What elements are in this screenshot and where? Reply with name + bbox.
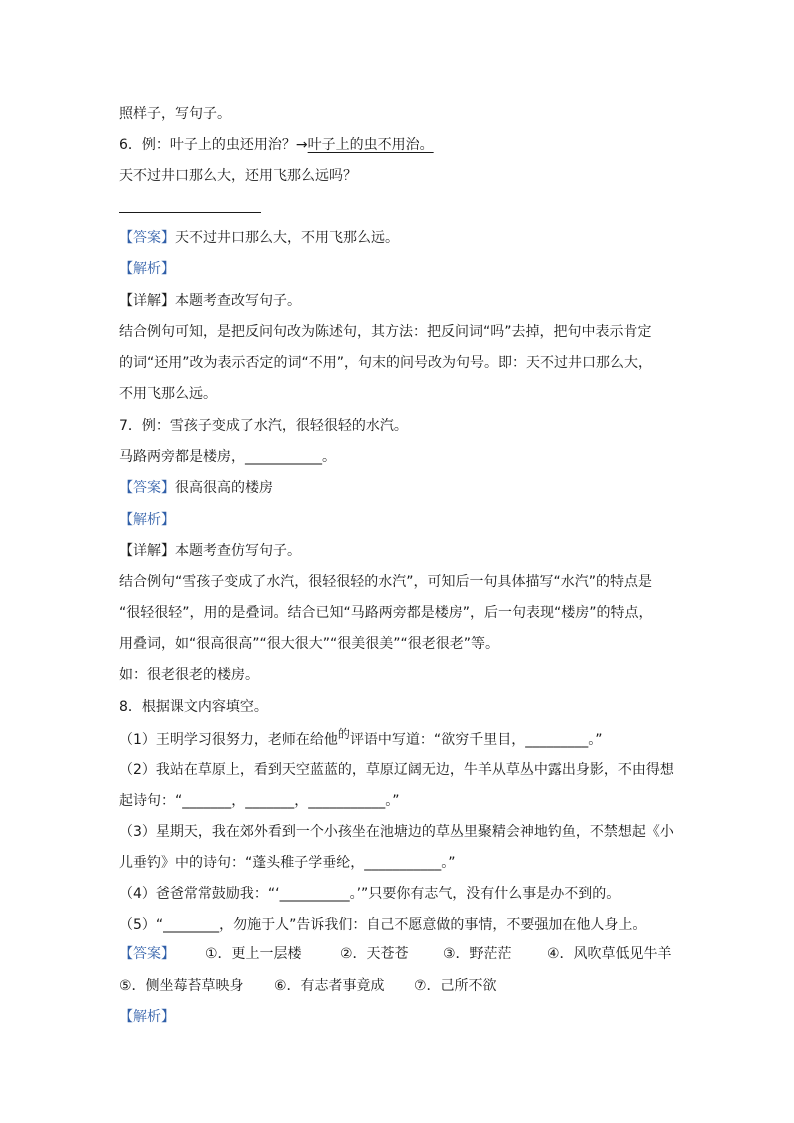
answer-text: 很高很高的楼房 [175, 480, 273, 496]
text-line: 不用飞那么远。 [119, 386, 217, 402]
detail-row [119, 291, 301, 311]
question-7: 7．例：雪孩子变成了水汽，很轻很轻的水汽。 [119, 418, 408, 434]
answer-item: ②．天苍苍 [340, 946, 409, 962]
sub-question-1 [119, 727, 603, 750]
answer-item: ③．野茫茫 [443, 946, 512, 962]
text-line: 马路两旁都是楼房，___________。 [119, 449, 336, 465]
question-6-prompt: 6．例：叶子上的虫还用治？→ [119, 137, 308, 153]
text-line: 照样子，写句子。 [119, 106, 231, 122]
detail-text: 本题考查仿写句子。 [175, 543, 301, 559]
analysis-label: 【解析】 [119, 512, 175, 528]
detail-row [119, 541, 301, 561]
text-line: 结合例句“雪孩子变成了水汽，很轻很轻的水汽”，可知后一句具体描写“水汽”的特点是 [119, 574, 653, 590]
detail-label: 【详解】 [119, 543, 175, 559]
text-line: 结合例句可知，是把反问句改为陈述句，其方法：把反问词“吗”去掉，把句中表示肯定 [119, 324, 652, 340]
superscript-text: 的 [337, 727, 350, 741]
sub-question-4: （4）爸爸常常鼓励我：“‘__________。’”只要你有志气，没有什么事是办不到的。 [119, 886, 621, 902]
text-line: 起诗句：“_______，_______，___________。” [119, 793, 400, 809]
analysis-label: 【解析】 [119, 261, 175, 277]
answer-item: ①．更上一层楼 [205, 946, 302, 962]
answer-text: 天不过井口那么大，不用飞那么远。 [175, 230, 399, 246]
answer-item: ⑦．己所不欲 [414, 978, 497, 994]
text-line: 的词“还用”改为表示否定的词“不用”，句末的问号改为句号。即：天不过井口那么大， [119, 355, 653, 371]
answer-item: ④．风吹草低见牛羊 [547, 946, 672, 962]
answer-row [119, 478, 273, 498]
text-line: 如：很老很老的楼房。 [119, 667, 259, 683]
text-part: 评语中写道：“欲穷千里目，_________。” [349, 732, 603, 748]
question-6 [119, 135, 434, 155]
text-line: 儿垂钓》中的诗句：“蓬头稚子学垂纶，___________。” [119, 855, 456, 871]
answer-label: 【答案】 [119, 946, 175, 962]
detail-text: 本题考查改写句子。 [175, 293, 301, 309]
answer-item: ⑥．有志者事竟成 [274, 978, 385, 994]
sub-question-3: （3）星期天，我在郊外看到一个小孩坐在池塘边的草丛里聚精会神地钓鱼，不禁想起《小 [119, 824, 674, 840]
analysis-label: 【解析】 [119, 1009, 175, 1025]
answer-label: 【答案】 [119, 230, 175, 246]
sub-question-5: （5）“________，勿施于人”告诉我们：自己不愿意做的事情，不要强加在他人身上。 [119, 917, 647, 933]
question-8: 8．根据课文内容填空。 [119, 699, 268, 715]
question-6-example-answer: 叶子上的虫不用治。 [307, 137, 434, 153]
answer-label: 【答案】 [119, 480, 175, 496]
text-line: 天不过井口那么大，还用飞那么远吗？ [119, 168, 357, 184]
detail-label: 【详解】 [119, 293, 175, 309]
answer-blank-line [119, 212, 261, 213]
text-part: （1）王明学习很努力，老师在给他 [119, 732, 338, 748]
text-line: 用叠词，如“很高很高”“很大很大”“很美很美”“很老很老”等。 [119, 636, 500, 652]
answer-row [119, 228, 399, 248]
answer-item: ⑤．侧坐莓苔草映身 [119, 978, 244, 994]
text-line: “很轻很轻”，用的是叠词。结合已知“马路两旁都是楼房”，后一句表现“楼房”的特点， [119, 605, 653, 621]
sub-question-2: （2）我站在草原上，看到天空蓝蓝的，草原辽阔无边，牛羊从草丛中露出身影，不由得想 [119, 762, 674, 778]
